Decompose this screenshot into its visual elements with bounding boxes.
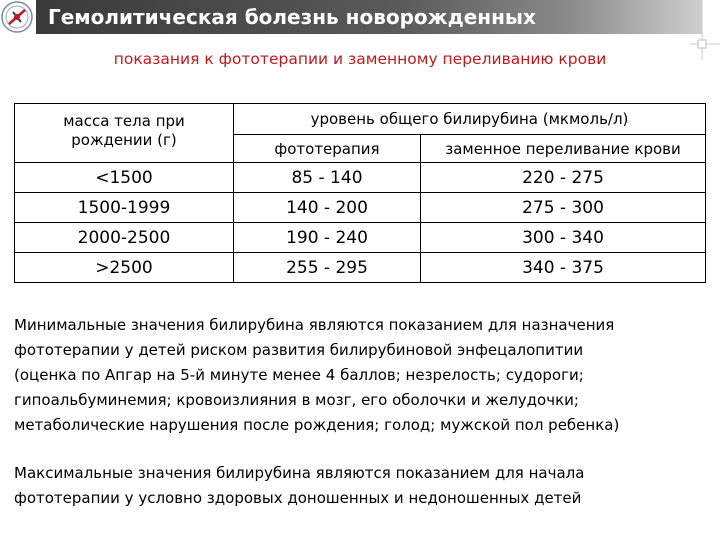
paragraph-line: Минимальные значения билирубина являются показанием для назначения: [14, 316, 615, 334]
phototherapy-cell: 140 - 200: [234, 193, 421, 223]
paragraph-line: гипоальбуминемия; кровоизлияния в мозг, его оболочки и желудочки;: [14, 391, 579, 409]
weight-cell: <1500: [15, 163, 234, 193]
exchange-cell: 275 - 300: [421, 193, 706, 223]
exchange-cell: 340 - 375: [421, 253, 706, 283]
phototherapy-header: фототерапия: [234, 135, 421, 163]
weight-column-header: [15, 104, 234, 163]
phototherapy-cell: 255 - 295: [234, 253, 421, 283]
exchange-cell: 300 - 340: [421, 223, 706, 253]
exchange-cell: 220 - 275: [421, 163, 706, 193]
weight-header-line: масса тела при: [63, 112, 185, 130]
exchange-transfusion-header: заменное переливание крови: [421, 135, 706, 163]
phototherapy-cell: 85 - 140: [234, 163, 421, 193]
table-row: [15, 193, 706, 223]
weight-cell: 2000-2500: [15, 223, 234, 253]
phototherapy-cell: 190 - 240: [234, 223, 421, 253]
paragraph-line: Максимальные значения билирубина являются показанием для начала: [14, 464, 585, 482]
minimum-values-paragraph: [14, 313, 706, 438]
bilirubin-group-header: уровень общего билирубина (мкмоль/л): [234, 104, 706, 135]
table-row: [15, 253, 706, 283]
table-row: [15, 163, 706, 193]
slide-header: [0, 0, 720, 36]
paragraph-line: фототерапии у условно здоровых доношенных и недоношенных детей: [14, 489, 582, 507]
bilirubin-table: [14, 103, 706, 283]
table-row: [15, 223, 706, 253]
slide-subtitle: показания к фототерапии и заменному переливанию крови: [113, 50, 607, 68]
medical-logo-icon: [0, 0, 34, 34]
paragraph-line: фототерапии у детей риском развития билирубиновой энфецалопитии: [14, 341, 584, 359]
weight-header-line: рождении (г): [71, 131, 177, 149]
maximum-values-paragraph: [14, 461, 706, 511]
paragraph-line: метаболические нарушения после рождения; голод; мужской пол ребенка): [14, 416, 620, 434]
slide-title: Гемолитическая болезнь новорожденных: [48, 5, 536, 29]
paragraph-line: (оценка по Апгар на 5-й минуте менее 4 баллов; незрелость; судороги;: [14, 366, 584, 384]
weight-cell: >2500: [15, 253, 234, 283]
weight-cell: 1500-1999: [15, 193, 234, 223]
